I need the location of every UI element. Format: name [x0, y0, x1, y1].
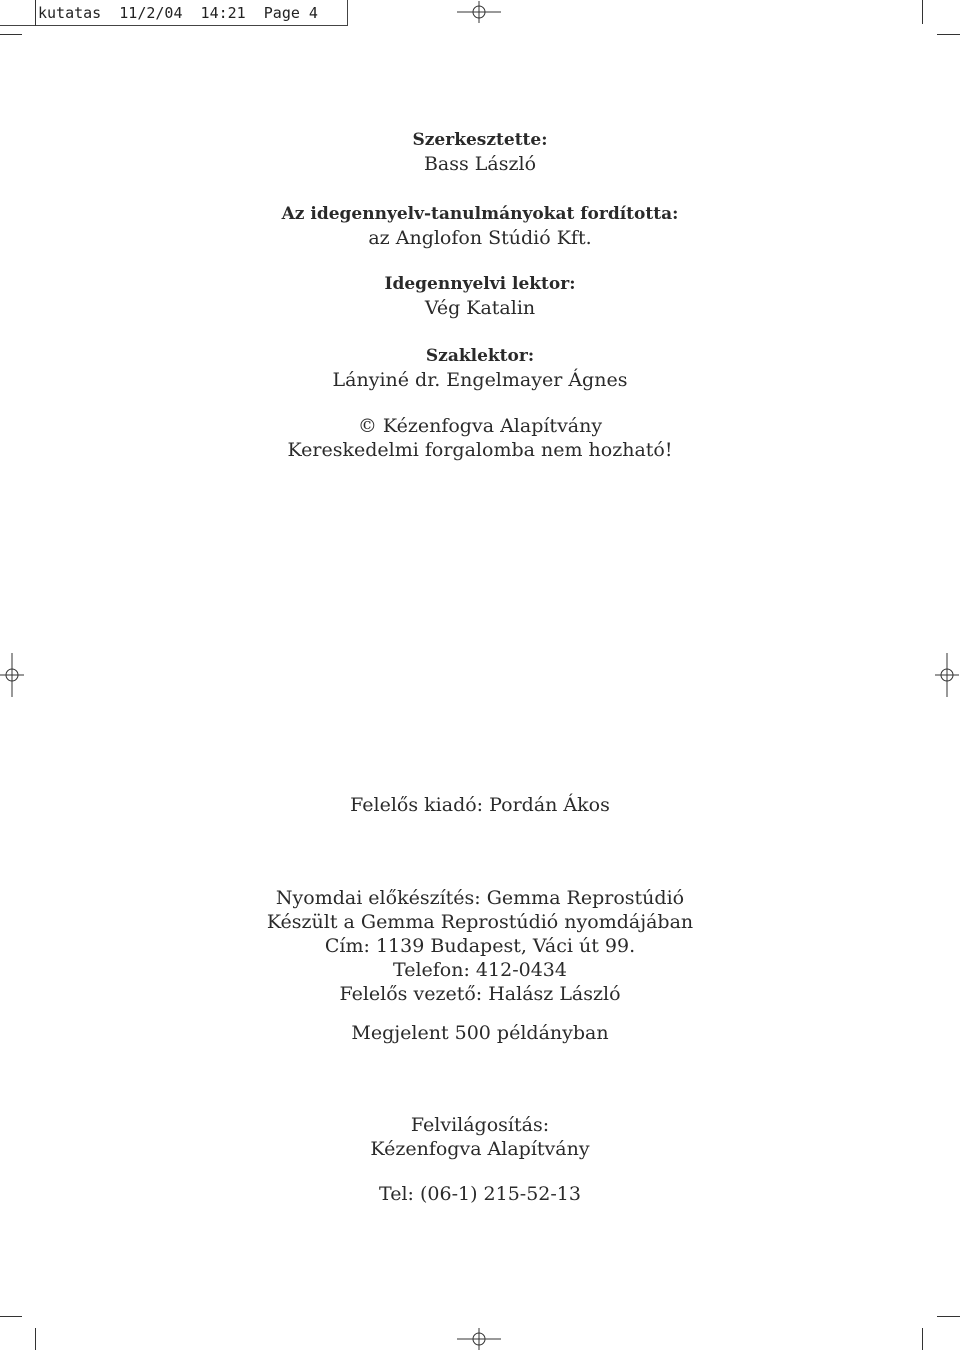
- crop-mark-top-left-h: [0, 34, 22, 35]
- technical-editor-label: Szaklektor:: [425, 346, 535, 366]
- info-phone: Tel: (06-1) 215-52-13: [379, 1183, 581, 1205]
- printer-slug: kutatas 11/2/04 14:21 Page 4: [0, 0, 348, 26]
- not-for-sale-notice: Kereskedelmi forgalomba nem hozható!: [287, 439, 673, 461]
- crop-mark-top-left: [35, 0, 36, 26]
- address-line: Cím: 1139 Budapest, Váci út 99.: [324, 935, 636, 957]
- translation-label: Az idegennyelv-tanulmányokat fordította:: [281, 204, 679, 224]
- editor-credit: [0, 128, 960, 176]
- copies-line: Megjelent 500 példányban: [351, 1022, 609, 1044]
- translation-name: az Anglofon Stúdió Kft.: [368, 227, 592, 249]
- technical-editor-credit: [0, 344, 960, 392]
- technical-editor-name: Lányiné dr. Engelmayer Ágnes: [332, 369, 628, 391]
- crop-mark-top-right: [922, 0, 923, 24]
- info-phone-block: [0, 1182, 960, 1206]
- manager-line: Felelős vezető: Halász László: [339, 983, 621, 1005]
- edition-block: [0, 1021, 960, 1045]
- crop-mark-bottom-right: [922, 1328, 923, 1350]
- language-editor-credit: [0, 272, 960, 320]
- crop-mark-bottom-right-h: [937, 1316, 960, 1317]
- translation-credit: [0, 202, 960, 250]
- prepress-line: Nyomdai előkészítés: Gemma Reprostúdió: [275, 887, 685, 909]
- registration-mark-top-icon: [457, 1, 501, 23]
- printed-at-line: Készült a Gemma Reprostúdió nyomdájában: [266, 911, 694, 933]
- publisher-block: [0, 793, 960, 817]
- language-editor-name: Vég Katalin: [424, 297, 536, 319]
- crop-mark-bottom-left-h: [0, 1316, 22, 1317]
- crop-mark-bottom-left: [35, 1328, 36, 1350]
- registration-mark-left-icon: [0, 653, 24, 697]
- copyright-block: [0, 414, 960, 462]
- registration-mark-bottom-icon: [457, 1328, 501, 1350]
- language-editor-label: Idegennyelvi lektor:: [384, 274, 576, 294]
- registration-mark-right-icon: [935, 653, 959, 697]
- responsible-publisher: Felelős kiadó: Pordán Ákos: [350, 794, 610, 816]
- editor-name: Bass László: [423, 153, 537, 175]
- info-organization: Kézenfogva Alapítvány: [370, 1138, 590, 1160]
- info-label: Felvilágosítás:: [410, 1114, 550, 1136]
- printing-block: [0, 886, 960, 1006]
- phone-line: Telefon: 412-0434: [393, 959, 567, 981]
- info-block: [0, 1113, 960, 1161]
- copyright-line: © Kézenfogva Alapítvány: [357, 415, 603, 437]
- crop-mark-top-right-h: [937, 34, 960, 35]
- editor-label: Szerkesztette:: [412, 130, 548, 150]
